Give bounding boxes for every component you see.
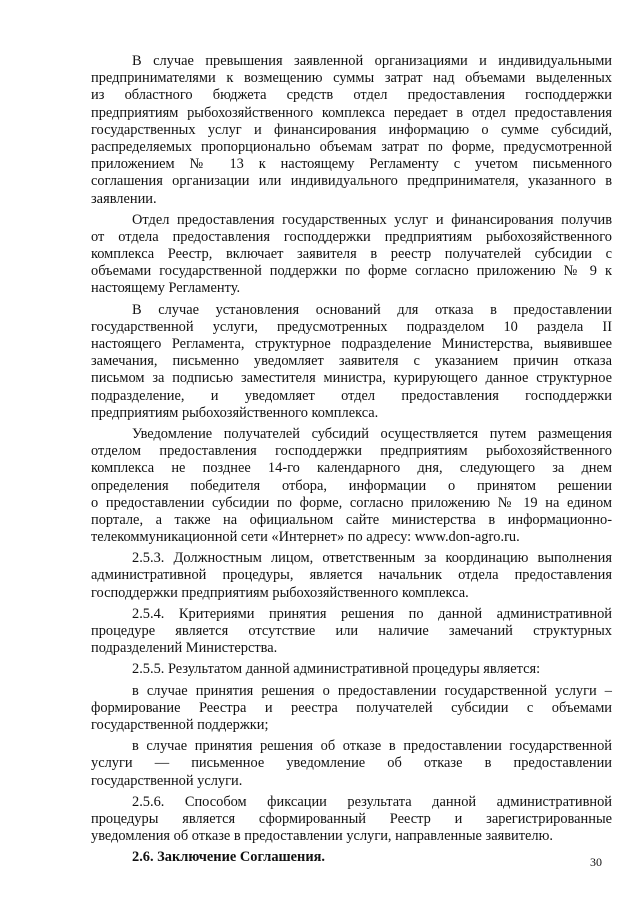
text-line: В случае установления оснований для отказа в предоставлении	[132, 301, 612, 318]
text-line: 2.5.3. Должностным лицом, ответственным за координацию выполнения	[132, 550, 612, 567]
text-line: предприятиям рыбохозяйственного комплекса.	[91, 404, 379, 421]
text-line: процедуре является отсутствие или наличие замечаний структурных	[91, 623, 612, 639]
text-line: 2.5.6. Способом фиксации результата данной административной	[132, 793, 612, 810]
text-line: распределяемых пропорционально объемам затрат по форме, предусмотренной	[91, 138, 612, 155]
text-line: предприятиям рыбохозяйственного комплекса передает в отдел предоставления	[91, 104, 612, 121]
paragraph-1	[91, 53, 612, 208]
text-line: процедуры является сформированный Реестр и зарегистрированные	[91, 810, 612, 827]
text-line: определения победителя отбора, информации о принятом решении	[91, 477, 612, 494]
text-line: 2.5.4. Критериями принятия решения по данной административной	[132, 605, 612, 622]
text-line: административной процедуры, является начальник отдела предоставления	[91, 567, 612, 584]
text-line: отделом предоставления господдержки предприятиям рыбохозяйственного	[91, 443, 612, 460]
paragraph-result-refusal	[91, 738, 612, 790]
text-line: заявлении.	[91, 190, 157, 207]
section-heading: 2.6. Заключение Соглашения.	[132, 849, 326, 866]
text-line: приложением № 13 к настоящему Регламенту с учетом письменного	[91, 156, 612, 173]
paragraph-2-5-4	[91, 606, 612, 658]
text-line: В случае превышения заявленной организациями и индивидуальными	[132, 53, 612, 69]
paragraph-2	[91, 212, 612, 298]
text-line: от отдела предоставления господдержки предприятиям рыбохозяйственного	[91, 228, 612, 245]
text-line: Уведомление получателей субсидий осуществляется путем размещения	[132, 425, 612, 442]
paragraph-2-5-6	[91, 794, 612, 846]
text-line: объемами государственной поддержки по форме согласно приложению № 9 к	[91, 263, 612, 280]
text-line: комплекса не позднее 14-го календарного дня, следующего за днем	[91, 460, 612, 477]
paragraph-2-5-3	[91, 550, 612, 602]
text-line: предпринимателями к возмещению суммы затрат над объемами выделенных	[91, 70, 612, 87]
text-line: подразделение, и уведомляет отдел предоставления господдержки	[91, 387, 612, 404]
text-line: портале, а также на официальном сайте министерства в информационно-	[91, 511, 612, 528]
text-line: в случае принятия решения о предоставлении государственной услуги –	[132, 682, 612, 699]
text-line: настоящему Регламенту.	[91, 280, 241, 297]
text-line: государственной услуги.	[91, 772, 243, 789]
text-line: телекоммуникационной сети «Интернет» по адресу: www.don-agro.ru.	[91, 529, 520, 546]
text-line: формирование Реестра и реестра получателей субсидии с объемами	[91, 699, 612, 716]
text-line: государственной поддержки;	[91, 716, 269, 733]
text-line: государственных услуг и финансирования информацию о сумме субсидий,	[91, 121, 612, 138]
text-line: Отдел предоставления государственных услуг и финансирования получив	[132, 211, 612, 228]
paragraph-3	[91, 302, 612, 422]
text-line: 2.5.5. Результатом данной административной процедуры является:	[132, 661, 541, 678]
text-line: соглашения организации или индивидуального предпринимателя, указанного в	[91, 173, 612, 190]
text-line: комплекса Реестр, включает заявителя в реестр получателей субсидии с	[91, 246, 612, 263]
text-line: подразделений Министерства.	[91, 640, 278, 657]
text-line: письмом за подписью заместителя министра, курирующего данное структурное	[91, 370, 612, 387]
text-line: господдержки предприятиям рыбохозяйственного комплекса.	[91, 584, 469, 601]
page-number: 30	[590, 855, 602, 869]
text-line: в случае принятия решения об отказе в предоставлении государственной	[132, 738, 612, 755]
paragraph-2-5-5	[91, 661, 612, 678]
document-body	[91, 53, 612, 870]
text-line: государственной услуги, предусмотренных подразделом 10 раздела II	[91, 318, 612, 335]
text-line: из областного бюджета средств отдел предоставления господдержки	[91, 87, 612, 104]
text-line: услуги — письменное уведомление об отказе в предоставлении	[91, 755, 612, 772]
text-line: о предоставлении субсидии по форме, согласно приложению № 19 на едином	[91, 494, 612, 511]
paragraph-4	[91, 426, 612, 546]
text-line: настоящего Регламента, структурное подразделение Министерства, выявившее	[91, 336, 612, 352]
text-line: замечания, письменно уведомляет заявителя с указанием причин отказа	[91, 353, 612, 370]
text-line: уведомления об отказе в предоставлении услуги, направленные заявителю.	[91, 828, 553, 845]
section-heading-2-6	[91, 849, 612, 866]
paragraph-result-approval	[91, 683, 612, 735]
